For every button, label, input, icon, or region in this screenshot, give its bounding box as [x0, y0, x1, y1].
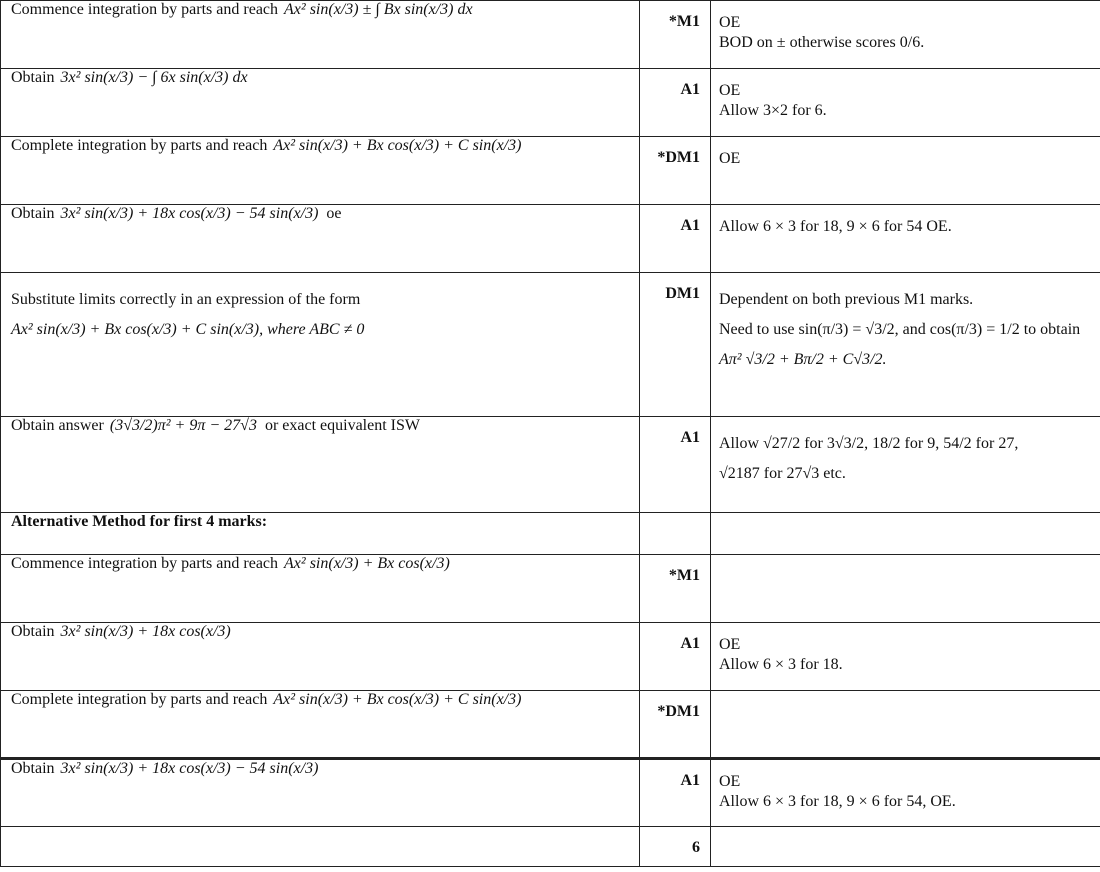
answer-text: Complete integration by parts and reach	[11, 691, 268, 708]
answer-text: Commence integration by parts and reach	[11, 555, 279, 572]
mark-cell	[640, 623, 711, 691]
mark-cell	[640, 555, 711, 623]
mark-label: A1	[680, 772, 700, 789]
guidance-cell	[711, 827, 1100, 867]
mark-label: A1	[680, 429, 700, 446]
mark-label: A1	[680, 217, 700, 234]
answer-suffix: oe	[326, 205, 342, 222]
mark-label: *DM1	[657, 149, 700, 166]
guidance-cell	[711, 555, 1100, 623]
guidance-cell	[711, 417, 1100, 513]
total-cell	[640, 827, 711, 867]
answer-math: 3x² sin(x/3) + 18x cos(x/3) − 54 sin(x/3)	[60, 205, 319, 222]
table-row	[1, 555, 1100, 623]
answer-math: Ax² sin(x/3) + Bx cos(x/3)	[284, 555, 450, 572]
mark-cell	[640, 759, 711, 827]
answer-cell	[1, 759, 640, 827]
answer-math: 3x² sin(x/3) + 18x cos(x/3) − 54 sin(x/3)	[60, 760, 319, 777]
table-row	[1, 137, 1100, 205]
answer-math: (3√3/2)π² + 9π − 27√3	[109, 417, 257, 434]
mark-cell	[640, 69, 711, 137]
answer-cell	[1, 137, 640, 205]
mark-cell	[640, 1, 711, 69]
answer-text: Complete integration by parts and reach	[11, 137, 268, 154]
table-row	[1, 205, 1100, 273]
mark-cell	[640, 205, 711, 273]
answer-text: Obtain	[11, 69, 55, 86]
table-row	[1, 513, 1100, 555]
guidance-line: Allow 6 × 3 for 18, 9 × 6 for 54, OE.	[719, 793, 956, 810]
answer-cell	[1, 69, 640, 137]
guidance-line: Dependent on both previous M1 marks.	[719, 291, 974, 308]
answer-cell	[1, 827, 640, 867]
answer-math: Ax² sin(x/3) + Bx cos(x/3) + C sin(x/3), where ABC ≠ 0	[11, 321, 365, 338]
answer-cell	[1, 691, 640, 759]
answer-cell	[1, 1, 640, 69]
table-row	[1, 1, 1100, 69]
mark-cell	[640, 137, 711, 205]
table-row	[1, 417, 1100, 513]
mark-label: DM1	[665, 285, 700, 302]
guidance-line: √2187 for 27√3 etc.	[719, 465, 846, 482]
answer-math: 3x² sin(x/3) + 18x cos(x/3)	[60, 623, 231, 640]
answer-cell	[1, 205, 640, 273]
table-row	[1, 827, 1100, 867]
answer-math: 3x² sin(x/3) − ∫ 6x sin(x/3) dx	[60, 69, 248, 86]
table-row	[1, 69, 1100, 137]
guidance-cell	[711, 759, 1100, 827]
answer-cell	[1, 417, 640, 513]
guidance-line: OE	[719, 14, 741, 31]
mark-cell	[640, 417, 711, 513]
guidance-line: OE	[719, 636, 741, 653]
answer-text: Commence integration by parts and reach	[11, 1, 279, 18]
guidance-line: Need to use sin(π/3) = √3/2, and cos(π/3) = 1/2 to obtain	[719, 321, 1081, 338]
guidance-line: BOD on ± otherwise scores 0/6.	[719, 34, 925, 51]
guidance-line: OE	[719, 150, 741, 167]
table-row	[1, 273, 1100, 417]
mark-cell	[640, 273, 711, 417]
answer-suffix: or exact equivalent ISW	[264, 417, 420, 434]
mark-cell	[640, 513, 711, 555]
section-heading: Alternative Method for first 4 marks:	[11, 513, 268, 530]
guidance-line: Allow 6 × 3 for 18, 9 × 6 for 54 OE.	[719, 218, 952, 235]
answer-text: Obtain	[11, 623, 55, 640]
guidance-cell	[711, 69, 1100, 137]
mark-label: A1	[680, 81, 700, 98]
mark-label: *DM1	[657, 703, 700, 720]
total-marks: 6	[692, 839, 700, 856]
guidance-cell	[711, 513, 1100, 555]
answer-text: Obtain	[11, 760, 55, 777]
guidance-line: Allow √27/2 for 3√3/2, 18/2 for 9, 54/2 for 27,	[719, 435, 1019, 452]
guidance-cell	[711, 1, 1100, 69]
answer-math: Ax² sin(x/3) ± ∫ Bx sin(x/3) dx	[284, 1, 473, 18]
mark-label: *M1	[668, 567, 700, 584]
answer-math: Ax² sin(x/3) + Bx cos(x/3) + C sin(x/3)	[273, 137, 522, 154]
guidance-cell	[711, 691, 1100, 759]
guidance-line: Allow 3×2 for 6.	[719, 102, 827, 119]
table-row	[1, 623, 1100, 691]
answer-cell	[1, 555, 640, 623]
guidance-cell	[711, 137, 1100, 205]
answer-cell	[1, 623, 640, 691]
answer-cell	[1, 273, 640, 417]
guidance-line: OE	[719, 773, 741, 790]
guidance-line: Aπ² √3/2 + Bπ/2 + C√3/2.	[719, 351, 887, 368]
mark-cell	[640, 691, 711, 759]
table-row	[1, 691, 1100, 759]
answer-math: Ax² sin(x/3) + Bx cos(x/3) + C sin(x/3)	[273, 691, 522, 708]
guidance-line: OE	[719, 82, 741, 99]
table-row	[1, 759, 1100, 827]
mark-label: A1	[680, 635, 700, 652]
guidance-line: Allow 6 × 3 for 18.	[719, 656, 843, 673]
answer-text: Obtain answer	[11, 417, 104, 434]
section-heading-cell	[1, 513, 640, 555]
answer-text: Substitute limits correctly in an expression of the form	[11, 291, 361, 308]
guidance-cell	[711, 205, 1100, 273]
guidance-cell	[711, 623, 1100, 691]
mark-label: *M1	[668, 13, 700, 30]
answer-text: Obtain	[11, 205, 55, 222]
guidance-cell	[711, 273, 1100, 417]
